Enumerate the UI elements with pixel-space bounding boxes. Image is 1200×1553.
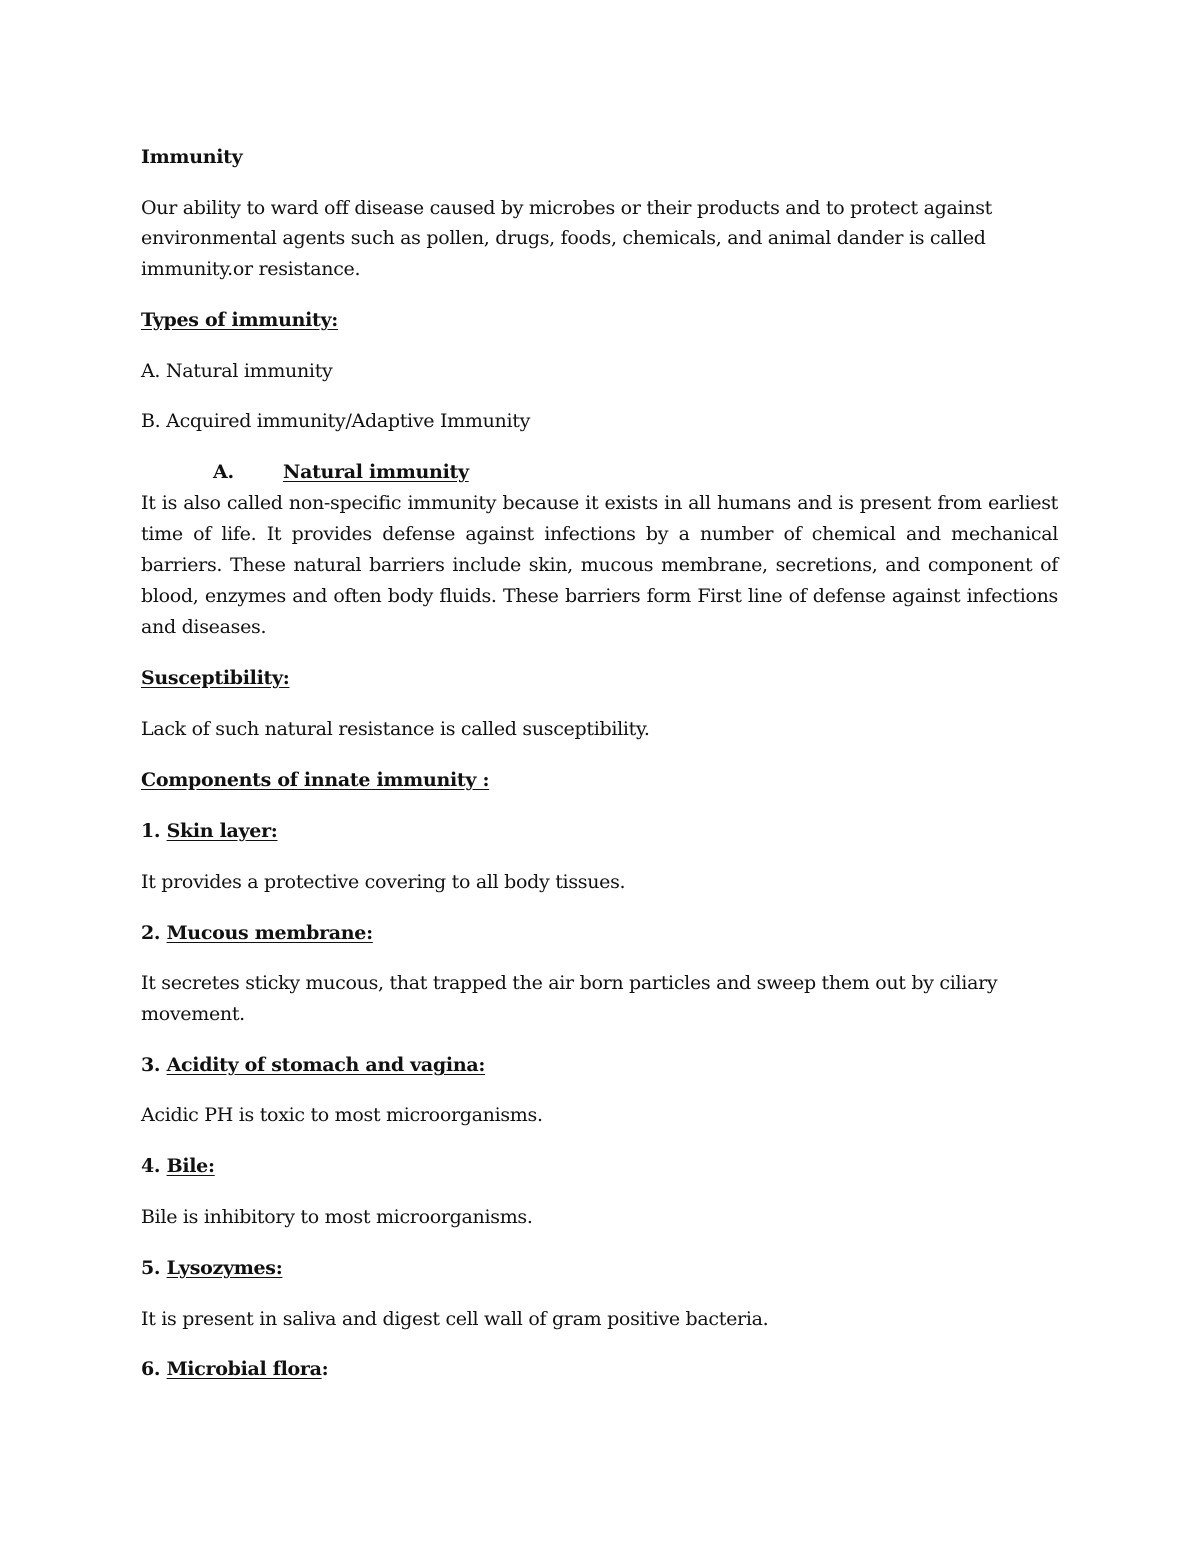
component-title: Lysozymes: [166,1257,283,1279]
component-title: Bile: [166,1155,215,1177]
susceptibility-heading: Susceptibility: [141,667,290,689]
component-heading [141,921,373,945]
component-number: 2. [141,922,161,944]
natural-paragraph-line: time of life. It provides defense against infections by a number of chemical and mechanical [141,523,1058,545]
component-number: 6. [141,1358,161,1380]
intro-line: Our ability to ward off disease caused by microbes or their products and to protect against [141,197,992,219]
intro-line: environmental agents such as pollen, drugs, foods, chemicals, and animal dander is called [141,227,986,249]
component-number: 3. [141,1054,161,1076]
component-title: Acidity of stomach and vagina: [166,1054,486,1076]
component-title-suffix: : [321,1358,329,1380]
intro-line: immunity.or resistance. [141,258,361,280]
document-title: Immunity [141,146,243,168]
type-item: A. Natural immunity [141,360,333,382]
component-number: 5. [141,1257,161,1279]
component-text: It provides a protective covering to all body tissues. [141,871,626,893]
component-heading [141,819,278,843]
component-text: Bile is inhibitory to most microorganisms. [141,1206,533,1228]
component-heading [141,1154,215,1178]
natural-paragraph-line: It is also called non-specific immunity because it exists in all humans and is present from earliest [141,492,1058,514]
susceptibility-text: Lack of such natural resistance is called susceptibility. [141,718,650,740]
component-title: Skin layer: [166,820,278,842]
natural-immunity-heading [213,460,469,484]
component-number: 4. [141,1155,161,1177]
component-text: movement. [141,1003,245,1025]
component-number: 1. [141,820,161,842]
component-text: It secretes sticky mucous, that trapped the air born particles and sweep them out by ciliary [141,972,998,994]
components-heading: Components of innate immunity : [141,769,490,791]
component-title: Mucous membrane: [166,922,373,944]
component-title: Microbial flora [166,1358,322,1380]
natural-paragraph-line: and diseases. [141,616,267,638]
types-heading: Types of immunity: [141,309,338,331]
type-item: B. Acquired immunity/Adaptive Immunity [141,410,531,432]
component-heading [141,1256,282,1280]
natural-paragraph-line: barriers. These natural barriers include skin, mucous membrane, secretions, and component of [141,554,1058,576]
section-letter: A. [213,461,234,483]
component-text: It is present in saliva and digest cell wall of gram positive bacteria. [141,1308,769,1330]
component-heading [141,1357,328,1381]
component-text: Acidic PH is toxic to most microorganisms. [141,1104,543,1126]
component-heading [141,1053,485,1077]
section-heading: Natural immunity [283,461,469,483]
natural-paragraph-line: blood, enzymes and often body fluids. These barriers form First line of defense against infections [141,585,1058,607]
